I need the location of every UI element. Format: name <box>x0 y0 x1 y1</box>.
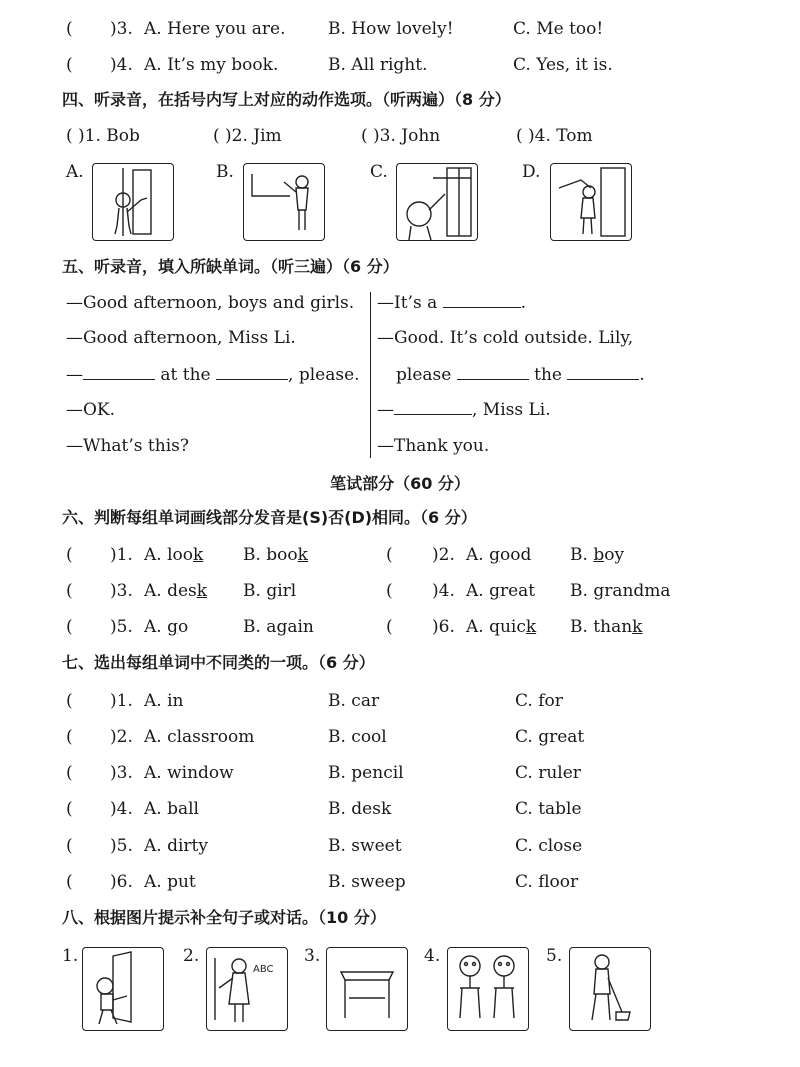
paren[interactable]: ( <box>386 545 393 565</box>
option-b: B. car <box>328 691 380 711</box>
picture-number-5: 5. <box>546 946 563 966</box>
question-number: )3. <box>110 581 133 601</box>
sec4-item-4[interactable]: ( )4. Tom <box>516 126 593 146</box>
sec4-item-3[interactable]: ( )3. John <box>361 126 441 146</box>
section-8-heading: 八、根据图片提示补全句子或对话。（10 分） <box>62 908 386 927</box>
dialogue-left-3: — at the , please. <box>66 365 360 385</box>
sec4-item-1[interactable]: ( )1. Bob <box>66 126 140 146</box>
question-number: )6. <box>432 617 455 637</box>
paren[interactable]: ( <box>66 727 73 747</box>
option-b: B. desk <box>328 799 392 819</box>
paren[interactable]: ( <box>66 763 73 783</box>
paren[interactable]: ( <box>66 55 73 75</box>
dialogue-right-4: — , Miss Li. <box>377 400 551 420</box>
option-c: C. floor <box>515 872 579 892</box>
option-c: C. Yes, it is. <box>513 55 613 75</box>
dialogue-text: at the <box>160 365 211 385</box>
option-a: A. look <box>144 545 204 565</box>
picture-5-boy-sweeping <box>569 947 651 1031</box>
picture-number-4: 4. <box>424 946 441 966</box>
picture-label-b: B. <box>216 162 234 182</box>
question-number: )2. <box>110 727 133 747</box>
dialogue-left-5: —What’s this? <box>66 436 189 456</box>
option-b: B. All right. <box>328 55 428 75</box>
written-part-title: 笔试部分（60 分） <box>330 474 470 493</box>
question-number: )6. <box>110 872 133 892</box>
paren[interactable]: ( <box>66 19 73 39</box>
option-c: C. table <box>515 799 582 819</box>
question-number: )5. <box>110 617 133 637</box>
picture-number-3: 3. <box>304 946 321 966</box>
picture-label-d: D. <box>522 162 541 182</box>
dialogue-right-3: please the . <box>396 365 645 385</box>
dialogue-text: the <box>534 365 562 385</box>
question-number: )3. <box>110 19 133 39</box>
option-a: A. Here you are. <box>144 19 286 39</box>
paren[interactable]: ( <box>66 799 73 819</box>
option-b: B. grandma <box>570 581 671 601</box>
picture-4-two-stools <box>447 947 529 1031</box>
blank-input[interactable] <box>394 400 472 415</box>
picture-1-boy-door <box>82 947 164 1031</box>
option-a: A. great <box>466 581 536 601</box>
option-b: B. pencil <box>328 763 404 783</box>
option-c: C. for <box>515 691 563 711</box>
question-number: )1. <box>110 691 133 711</box>
column-divider <box>370 292 371 458</box>
option-b: B. thank <box>570 617 643 637</box>
picture-label-c: C. <box>370 162 388 182</box>
section-5-heading: 五、听录音，填入所缺单词。（听三遍）（6 分） <box>62 257 399 276</box>
option-a: A. in <box>144 691 184 711</box>
question-number: )5. <box>110 836 133 856</box>
option-b: B. cool <box>328 727 387 747</box>
dialogue-text: , Miss Li. <box>472 400 551 420</box>
option-a: A. It’s my book. <box>144 55 279 75</box>
section-6-heading: 六、判断每组单词画线部分发音是(S)否(D)相同。（6 分） <box>62 508 477 527</box>
option-c: C. Me too! <box>513 19 604 39</box>
dialogue-text: —It’s a <box>377 293 438 313</box>
section-4-heading: 四、听录音，在括号内写上对应的动作选项。（听两遍）（8 分） <box>62 90 511 109</box>
board-text: ABC <box>253 964 274 975</box>
picture-c-open-window <box>396 163 478 241</box>
blank-input[interactable] <box>567 365 639 380</box>
dialogue-left-4: —OK. <box>66 400 116 420</box>
option-a: A. window <box>144 763 234 783</box>
picture-number-2: 2. <box>183 946 200 966</box>
picture-d-open-door <box>550 163 632 241</box>
picture-number-1: 1. <box>62 946 79 966</box>
option-b: B. How lovely! <box>328 19 454 39</box>
option-c: C. great <box>515 727 585 747</box>
dialogue-right-1: —It’s a . <box>377 293 527 313</box>
option-b: B. sweep <box>328 872 406 892</box>
option-a: A. go <box>144 617 189 637</box>
paren[interactable]: ( <box>66 581 73 601</box>
blank-input[interactable] <box>83 365 155 380</box>
blank-input[interactable] <box>443 293 521 308</box>
option-a: A. ball <box>144 799 199 819</box>
option-c: C. ruler <box>515 763 581 783</box>
dialogue-text: , please. <box>288 365 360 385</box>
picture-b-teacher-board <box>243 163 325 241</box>
option-c: C. close <box>515 836 583 856</box>
paren[interactable]: ( <box>386 581 393 601</box>
option-a: A. classroom <box>144 727 255 747</box>
option-b: B. again <box>243 617 314 637</box>
dialogue-left-2: —Good afternoon, Miss Li. <box>66 328 296 348</box>
question-number: )3. <box>110 763 133 783</box>
option-a: A. good <box>466 545 532 565</box>
blank-input[interactable] <box>216 365 288 380</box>
option-b: B. girl <box>243 581 297 601</box>
section-7-heading: 七、选出每组单词中不同类的一项。（6 分） <box>62 653 375 672</box>
blank-input[interactable] <box>457 365 529 380</box>
picture-a-close-door <box>92 163 174 241</box>
picture-2-teacher-abc <box>206 947 288 1031</box>
option-a: A. dirty <box>144 836 208 856</box>
option-a: A. put <box>144 872 196 892</box>
paren[interactable]: ( <box>66 872 73 892</box>
dialogue-left-1: —Good afternoon, boys and girls. <box>66 293 355 313</box>
dialogue-text: please <box>396 365 452 385</box>
question-number: )4. <box>432 581 455 601</box>
paren[interactable]: ( <box>66 691 73 711</box>
option-b: B. book <box>243 545 308 565</box>
picture-3-desk <box>326 947 408 1031</box>
option-b: B. boy <box>570 545 625 565</box>
question-number: )4. <box>110 799 133 819</box>
option-a: A. quick <box>466 617 537 637</box>
picture-label-a: A. <box>66 162 84 182</box>
question-number: )1. <box>110 545 133 565</box>
paren[interactable]: ( <box>66 836 73 856</box>
dialogue-right-5: —Thank you. <box>377 436 490 456</box>
paren[interactable]: ( <box>66 617 73 637</box>
option-b: B. sweet <box>328 836 402 856</box>
question-number: )2. <box>432 545 455 565</box>
dialogue-right-2: —Good. It’s cold outside. Lily, <box>377 328 634 348</box>
sec4-item-2[interactable]: ( )2. Jim <box>213 126 282 146</box>
question-number: )4. <box>110 55 133 75</box>
option-a: A. desk <box>144 581 208 601</box>
paren[interactable]: ( <box>386 617 393 637</box>
paren[interactable]: ( <box>66 545 73 565</box>
